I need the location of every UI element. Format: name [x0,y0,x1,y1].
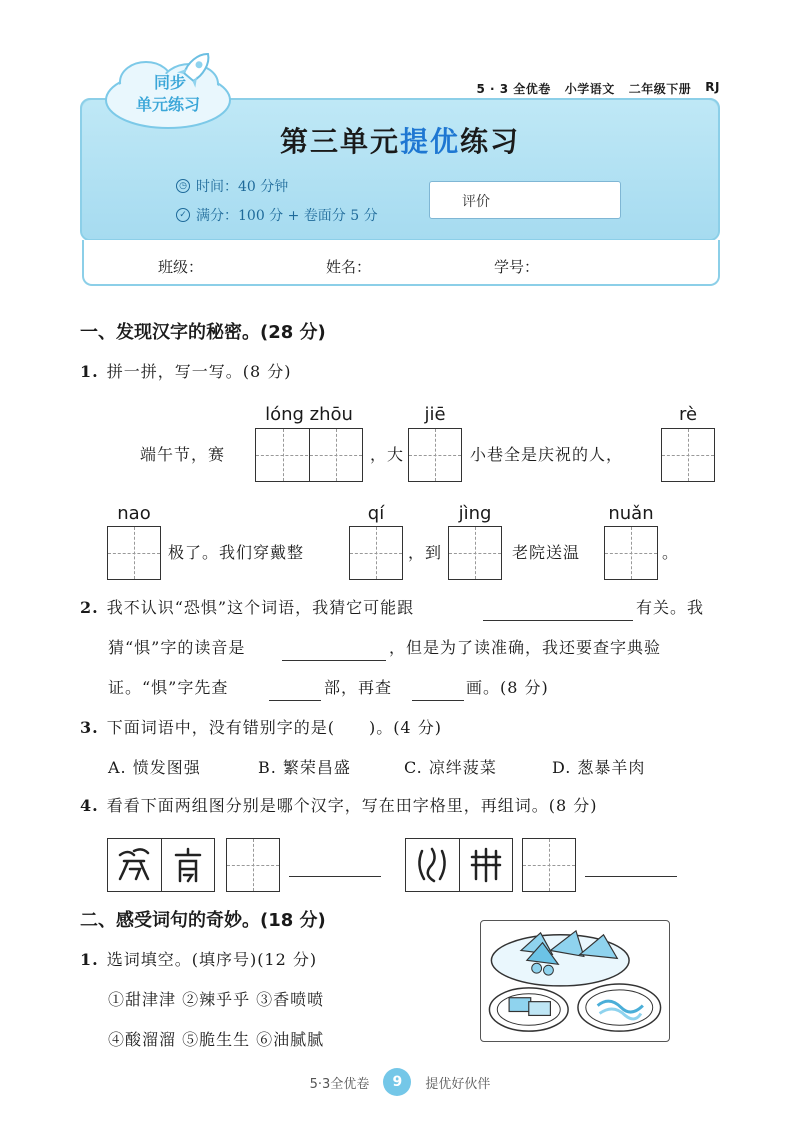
pinyin-qi: qí [367,503,385,524]
badge-line2: 单元练习 [135,95,201,114]
page-footer [0,1068,800,1096]
page-title [0,120,800,160]
time-limit: ◷ 时间：40 分钟 [176,176,288,196]
tianzige-jie[interactable] [408,428,462,482]
s1-q2-line3b: 部，再查 [324,678,393,697]
s1-q2-line3c: 画。(8 分) [466,678,549,697]
pinyin-nuan: nuǎn [608,503,654,524]
tianzige-group2-answer[interactable] [522,838,576,892]
group2-word-blank[interactable] [585,876,677,877]
series-label: 5 · 3 全优卷 [476,82,551,96]
pinyin-jing: jìng [458,503,492,524]
q3-option-d[interactable]: D. 葱暴羊肉 [552,758,646,777]
page-number: 9 [383,1068,411,1096]
q1-line2-text3: 老院送温 [512,543,581,562]
tianzige-longzhou[interactable] [255,428,363,482]
edition-label: RJ [705,80,720,94]
s1-q1-prompt: 1. 拼一拼，写一写。(8 分) [80,362,292,381]
s1-q3-prompt: 3. 下面词语中，没有错别字的是( )。(4 分) [80,718,442,737]
q3-option-a[interactable]: A. 愤发图强 [108,758,201,777]
pinyin-nao: nao [117,503,151,524]
s1-q2-line3a: 证。“惧”字先查 [108,678,229,697]
pinyin-jie: jiē [424,404,446,425]
q2-blank1[interactable] [483,620,633,621]
q1-line1-text3: 小巷全是庆祝的人， [470,445,624,464]
q2-blank4[interactable] [412,700,464,701]
q1-line2-text2: ，到 [408,543,443,562]
s1-q2-line1b: 有关。我 [636,598,705,617]
grade-label: 二年级下册 [628,82,692,96]
q1-line2-text4: 。 [662,543,680,562]
s1-q2-line2b: ，但是为了读准确，我还要查字典验 [389,638,662,657]
footer-series: 5·3全优卷 [309,1076,370,1092]
seal-script-glyph-2 [161,839,215,891]
clock-icon: ◷ [176,179,190,193]
title-part2: 练习 [460,125,521,158]
q3-option-c[interactable]: C. 凉绊菠菜 [404,758,497,777]
watermelon-plate-icon [491,931,629,986]
group1-word-blank[interactable] [289,876,381,877]
name-field[interactable]: 姓名： [326,258,372,276]
vegetable-plate-icon [578,984,661,1031]
section1-title: 一、发现汉字的秘密。(28 分) [80,322,326,343]
ancient-char-group2 [405,838,513,892]
tianzige-jing[interactable] [448,526,502,580]
tianzige-qi[interactable] [349,526,403,580]
q2-blank3[interactable] [269,700,321,701]
tianzige-nao[interactable] [107,526,161,580]
s1-q2-line2a: 猜“惧”字的读音是 [108,638,246,657]
full-score: ✓ 满分：100 分 + 卷面分 5 分 [176,205,378,225]
tianzige-nuan[interactable] [604,526,658,580]
badge-line1: 同步 [153,73,187,92]
q1-line2-text1: 极了。我们穿戴整 [168,543,305,562]
section2-title: 二、感受词句的奇妙。(18 分) [80,910,326,931]
word-choices-row1: ①甜津津 ②辣乎乎 ③香喷喷 [108,990,325,1009]
footer-slogan: 提优好伙伴 [425,1076,491,1092]
pinyin-longzhou: lóng zhōu [265,404,353,425]
s1-q2-line1a: 2. 我不认识“恐惧”这个词语，我猜它可能跟 [80,598,415,617]
food-plates-illustration [480,920,670,1042]
check-circle-icon: ✓ [176,208,190,222]
class-field[interactable]: 班级： [158,258,204,276]
q1-line1-text1: 端午节，赛 [140,445,226,464]
seal-script-glyph-3 [406,839,459,891]
subject-label: 小学语文 [564,82,615,96]
tianzige-re[interactable] [661,428,715,482]
word-choices-row2: ④酸溜溜 ⑤脆生生 ⑥油腻腻 [108,1030,325,1049]
meat-plate-icon [489,988,568,1031]
s2-q1-prompt: 1. 选词填空。(填序号)(12 分) [80,950,318,969]
s1-q4-prompt: 4. 看看下面两组图分别是哪个汉字，写在田字格里，再组词。(8 分) [80,796,598,815]
q2-blank2[interactable] [282,660,386,661]
evaluation-label: 评价 [462,194,490,210]
title-part1: 第三单元 [279,125,400,158]
book-meta [476,80,720,97]
seal-script-glyph-4 [459,839,513,891]
ancient-char-group1 [107,838,215,892]
student-id-field[interactable]: 学号： [494,258,540,276]
q3-option-b[interactable]: B. 繁荣昌盛 [258,758,351,777]
title-highlight: 提优 [399,125,460,158]
tianzige-group1-answer[interactable] [226,838,280,892]
evaluation-box[interactable] [429,181,621,219]
seal-script-glyph-1 [108,839,161,891]
q1-line1-text2: ，大 [370,445,405,464]
pinyin-re: rè [678,404,698,425]
